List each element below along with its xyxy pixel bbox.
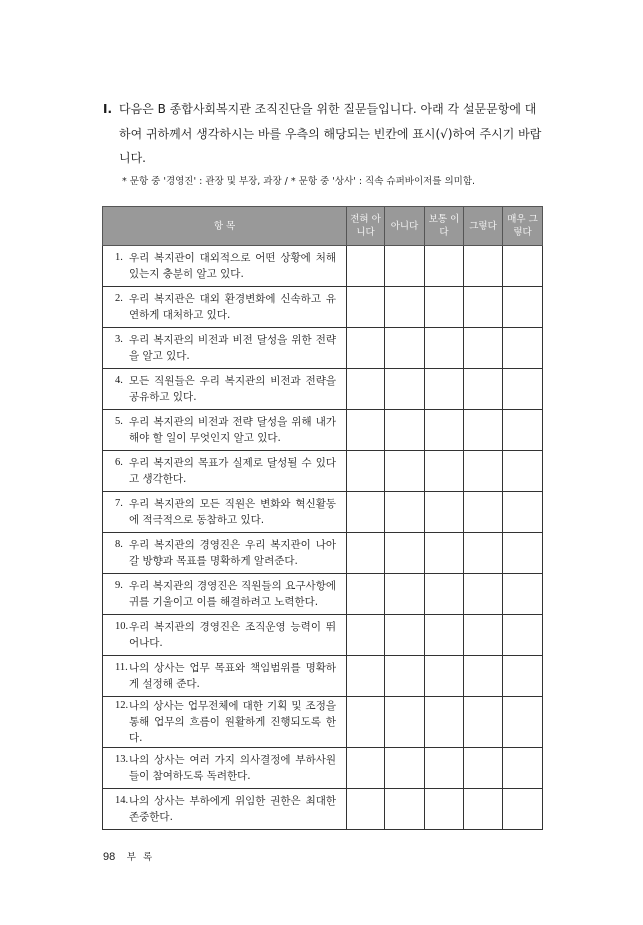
answer-cell[interactable] xyxy=(464,574,503,615)
answer-cell[interactable] xyxy=(464,246,503,287)
answer-cell[interactable] xyxy=(425,748,464,789)
table-row xyxy=(103,533,543,574)
answer-cell[interactable] xyxy=(347,246,385,287)
item-text: 나의 상사는 부하에게 위임한 권한은 최대한 존중한다. xyxy=(129,795,336,823)
item-text: 우리 복지관이 대외적으로 어떤 상황에 처해 있는지 충분히 알고 있다. xyxy=(129,252,336,280)
table-row xyxy=(103,410,543,451)
item-cell xyxy=(103,656,347,697)
item-cell xyxy=(103,748,347,789)
item-number: 9. xyxy=(115,580,123,591)
footer-label: 부 록 xyxy=(126,852,155,863)
answer-cell[interactable] xyxy=(425,615,464,656)
answer-cell[interactable] xyxy=(347,369,385,410)
answer-cell[interactable] xyxy=(347,656,385,697)
answer-cell[interactable] xyxy=(347,287,385,328)
answer-cell[interactable] xyxy=(503,748,543,789)
answer-cell[interactable] xyxy=(347,451,385,492)
intro-line-2: 하여 귀하께서 생각하시는 바를 우측의 해당되는 빈칸에 표시(√)하여 주시기 바랍 xyxy=(119,126,542,141)
intro-line-1: 다음은 B 종합사회복지관 조직진단을 위한 질문들입니다. 아래 각 설문문항에 대 xyxy=(119,102,537,116)
item-text: 나의 상사는 업무전체에 대한 기획 및 조정을 통해 업무의 흐름이 원활하게 진행되도록 한다. xyxy=(129,700,336,744)
answer-cell[interactable] xyxy=(464,328,503,369)
answer-cell[interactable] xyxy=(503,656,543,697)
item-cell xyxy=(103,410,347,451)
table-row xyxy=(103,748,543,789)
item-text: 우리 복지관의 경영진은 조직운영 능력이 뛰어나다. xyxy=(129,621,336,649)
item-text: 우리 복지관의 비전과 비전 달성을 위한 전략을 알고 있다. xyxy=(129,334,336,362)
answer-cell[interactable] xyxy=(385,328,425,369)
header-strongly-agree: 매우 그렇다 xyxy=(503,207,543,246)
intro-line-3: 니다. xyxy=(119,151,146,165)
item-text: 우리 복지관의 경영진은 직원들의 요구사항에 귀를 기울이고 이를 해결하려고 노력한다. xyxy=(129,580,336,608)
answer-cell[interactable] xyxy=(503,410,543,451)
answer-cell[interactable] xyxy=(503,369,543,410)
table-row xyxy=(103,492,543,533)
item-text: 우리 복지관은 대외 환경변화에 신속하고 유연하게 대처하고 있다. xyxy=(129,293,336,321)
table-row xyxy=(103,615,543,656)
item-number: 13. xyxy=(115,754,129,765)
answer-cell[interactable] xyxy=(347,748,385,789)
header-agree: 그렇다 xyxy=(464,207,503,246)
table-row xyxy=(103,656,543,697)
answer-cell[interactable] xyxy=(464,656,503,697)
item-cell xyxy=(103,246,347,287)
answer-cell[interactable] xyxy=(503,492,543,533)
answer-cell[interactable] xyxy=(464,492,503,533)
answer-cell[interactable] xyxy=(385,574,425,615)
survey-table xyxy=(102,206,543,830)
answer-cell[interactable] xyxy=(385,369,425,410)
answer-cell[interactable] xyxy=(385,615,425,656)
item-cell xyxy=(103,451,347,492)
item-number: 2. xyxy=(115,293,123,304)
table-row xyxy=(103,328,543,369)
item-cell xyxy=(103,328,347,369)
item-text: 우리 복지관의 비전과 전략 달성을 위해 내가 해야 할 일이 무엇인지 알고 있다. xyxy=(129,416,336,444)
answer-cell[interactable] xyxy=(464,410,503,451)
answer-cell[interactable] xyxy=(385,533,425,574)
table-row xyxy=(103,789,543,830)
answer-cell[interactable] xyxy=(503,533,543,574)
answer-cell[interactable] xyxy=(347,328,385,369)
item-cell xyxy=(103,287,347,328)
answer-cell[interactable] xyxy=(347,789,385,830)
section-numeral: Ⅰ. xyxy=(103,102,113,116)
item-number: 8. xyxy=(115,539,123,550)
answer-cell[interactable] xyxy=(425,287,464,328)
item-cell xyxy=(103,789,347,830)
answer-cell[interactable] xyxy=(385,748,425,789)
answer-cell[interactable] xyxy=(425,246,464,287)
item-number: 14. xyxy=(115,795,129,806)
item-cell xyxy=(103,697,347,748)
item-text: 나의 상사는 여러 가지 의사결정에 부하사원들이 참여하도록 독려한다. xyxy=(129,754,336,782)
header-item: 항 목 xyxy=(103,207,347,246)
answer-cell[interactable] xyxy=(425,492,464,533)
item-cell xyxy=(103,574,347,615)
answer-cell[interactable] xyxy=(425,789,464,830)
answer-cell[interactable] xyxy=(425,574,464,615)
answer-cell[interactable] xyxy=(385,410,425,451)
item-text: 우리 복지관의 모든 직원은 변화와 혁신활동에 적극적으로 동참하고 있다. xyxy=(129,498,336,526)
page-footer xyxy=(103,849,154,863)
item-number: 12. xyxy=(115,700,129,711)
answer-cell[interactable] xyxy=(347,615,385,656)
answer-cell[interactable] xyxy=(347,410,385,451)
answer-cell[interactable] xyxy=(464,451,503,492)
header-disagree: 아니다 xyxy=(385,207,425,246)
answer-cell[interactable] xyxy=(464,748,503,789)
answer-cell[interactable] xyxy=(464,287,503,328)
answer-cell[interactable] xyxy=(425,533,464,574)
answer-cell[interactable] xyxy=(425,410,464,451)
item-number: 7. xyxy=(115,498,123,509)
item-number: 3. xyxy=(115,334,123,345)
item-number: 11. xyxy=(115,662,128,673)
answer-cell[interactable] xyxy=(385,697,425,748)
item-number: 1. xyxy=(115,252,123,263)
item-text: 나의 상사는 업무 목표와 책임범위를 명확하게 설정해 준다. xyxy=(129,662,336,690)
item-text: 우리 복지관의 경영진은 우리 복지관이 나아갈 방향과 목표를 명확하게 알려준다. xyxy=(129,539,336,567)
answer-cell[interactable] xyxy=(385,492,425,533)
table-row xyxy=(103,574,543,615)
header-neutral: 보통 이다 xyxy=(425,207,464,246)
answer-cell[interactable] xyxy=(464,615,503,656)
item-text: 모든 직원들은 우리 복지관의 비전과 전략을 공유하고 있다. xyxy=(129,375,336,403)
answer-cell[interactable] xyxy=(503,246,543,287)
table-row xyxy=(103,287,543,328)
answer-cell[interactable] xyxy=(385,287,425,328)
item-cell xyxy=(103,615,347,656)
answer-cell[interactable] xyxy=(385,656,425,697)
item-cell xyxy=(103,369,347,410)
answer-cell[interactable] xyxy=(425,451,464,492)
answer-cell[interactable] xyxy=(503,287,543,328)
table-row xyxy=(103,369,543,410)
item-text: 우리 복지관의 목표가 실제로 달성될 수 있다고 생각한다. xyxy=(129,457,336,485)
item-number: 4. xyxy=(115,375,123,386)
answer-cell[interactable] xyxy=(347,533,385,574)
answer-cell[interactable] xyxy=(347,492,385,533)
table-header-row xyxy=(103,207,543,246)
table-row xyxy=(103,697,543,748)
table-row xyxy=(103,451,543,492)
answer-cell[interactable] xyxy=(503,574,543,615)
answer-cell[interactable] xyxy=(503,615,543,656)
answer-cell[interactable] xyxy=(464,369,503,410)
page-number: 98 xyxy=(103,851,116,863)
answer-cell[interactable] xyxy=(385,789,425,830)
note-text: * 문항 중 '경영진' : 관장 및 부장, 과장 / * 문항 중 '상사' : 직속 슈퍼바이저를 의미함. xyxy=(122,176,476,187)
answer-cell[interactable] xyxy=(464,533,503,574)
answer-cell[interactable] xyxy=(503,328,543,369)
item-number: 10. xyxy=(115,621,129,632)
header-strongly-disagree: 전혀 아니다 xyxy=(347,207,385,246)
answer-cell[interactable] xyxy=(503,697,543,748)
intro-paragraph xyxy=(103,97,543,171)
answer-cell[interactable] xyxy=(347,574,385,615)
answer-cell[interactable] xyxy=(425,697,464,748)
item-cell xyxy=(103,492,347,533)
answer-cell[interactable] xyxy=(385,451,425,492)
item-number: 5. xyxy=(115,416,123,427)
answer-cell[interactable] xyxy=(425,656,464,697)
answer-cell[interactable] xyxy=(425,369,464,410)
answer-cell[interactable] xyxy=(464,697,503,748)
item-number: 6. xyxy=(115,457,123,468)
answer-cell[interactable] xyxy=(503,789,543,830)
item-cell xyxy=(103,533,347,574)
answer-cell[interactable] xyxy=(347,697,385,748)
answer-cell[interactable] xyxy=(425,328,464,369)
answer-cell[interactable] xyxy=(385,246,425,287)
answer-cell[interactable] xyxy=(503,451,543,492)
answer-cell[interactable] xyxy=(464,789,503,830)
table-row xyxy=(103,246,543,287)
